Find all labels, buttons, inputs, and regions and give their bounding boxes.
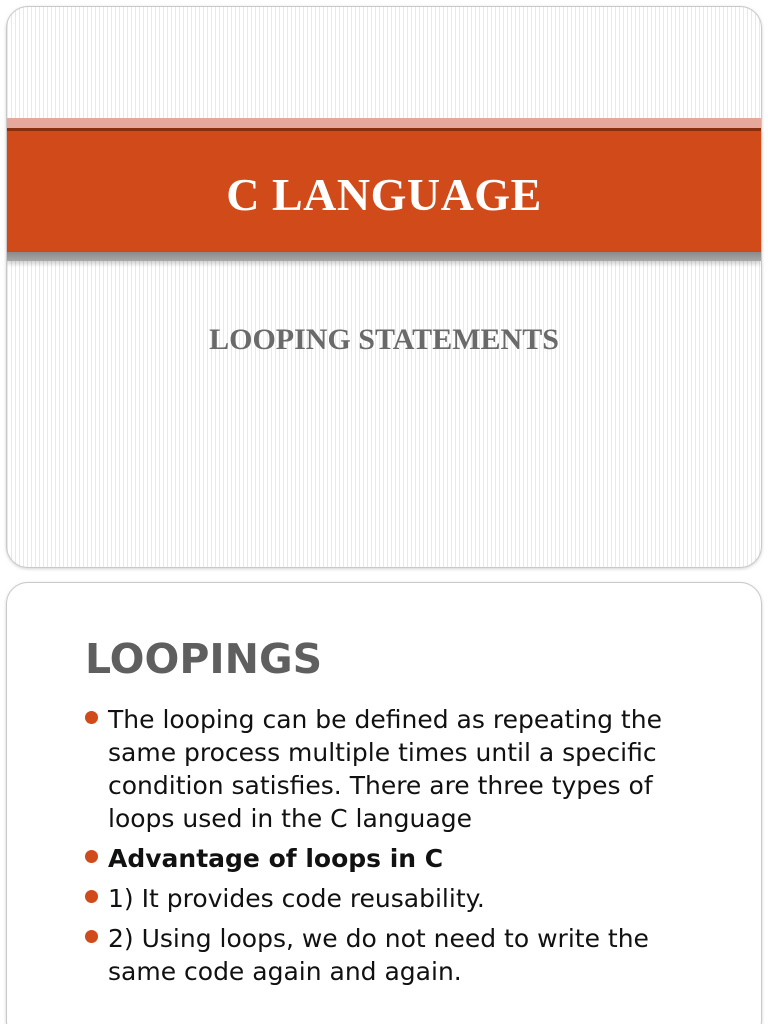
bullet-text: The looping can be defined as repeating the same process multiple times until a specific condition satisfies. There are three types of loops used in the C language xyxy=(108,705,662,833)
title-band xyxy=(7,128,761,252)
bullet-dot-icon xyxy=(85,930,98,943)
bullet-item xyxy=(83,842,723,875)
content-heading: LOOPINGS xyxy=(85,635,323,683)
slide-subtitle: LOOPING STATEMENTS xyxy=(209,323,559,356)
bullet-text: Advantage of loops in C xyxy=(108,844,444,873)
bullet-text: 1) It provides code reusability. xyxy=(108,884,485,913)
bullet-dot-icon xyxy=(85,850,98,863)
bullet-list xyxy=(83,703,723,995)
bullet-text: 2) Using loops, we do not need to write the same code again and again. xyxy=(108,924,649,986)
title-slide[interactable] xyxy=(6,6,762,568)
bullet-dot-icon xyxy=(85,711,98,724)
slide-title: C LANGUAGE xyxy=(226,169,542,220)
title-band-highlight xyxy=(7,118,761,128)
bullet-dot-icon xyxy=(85,890,98,903)
bullet-item xyxy=(83,882,723,915)
content-slide[interactable] xyxy=(6,582,762,1024)
bullet-item xyxy=(83,703,723,835)
bullet-item xyxy=(83,922,723,988)
title-band-shadow xyxy=(7,252,761,261)
